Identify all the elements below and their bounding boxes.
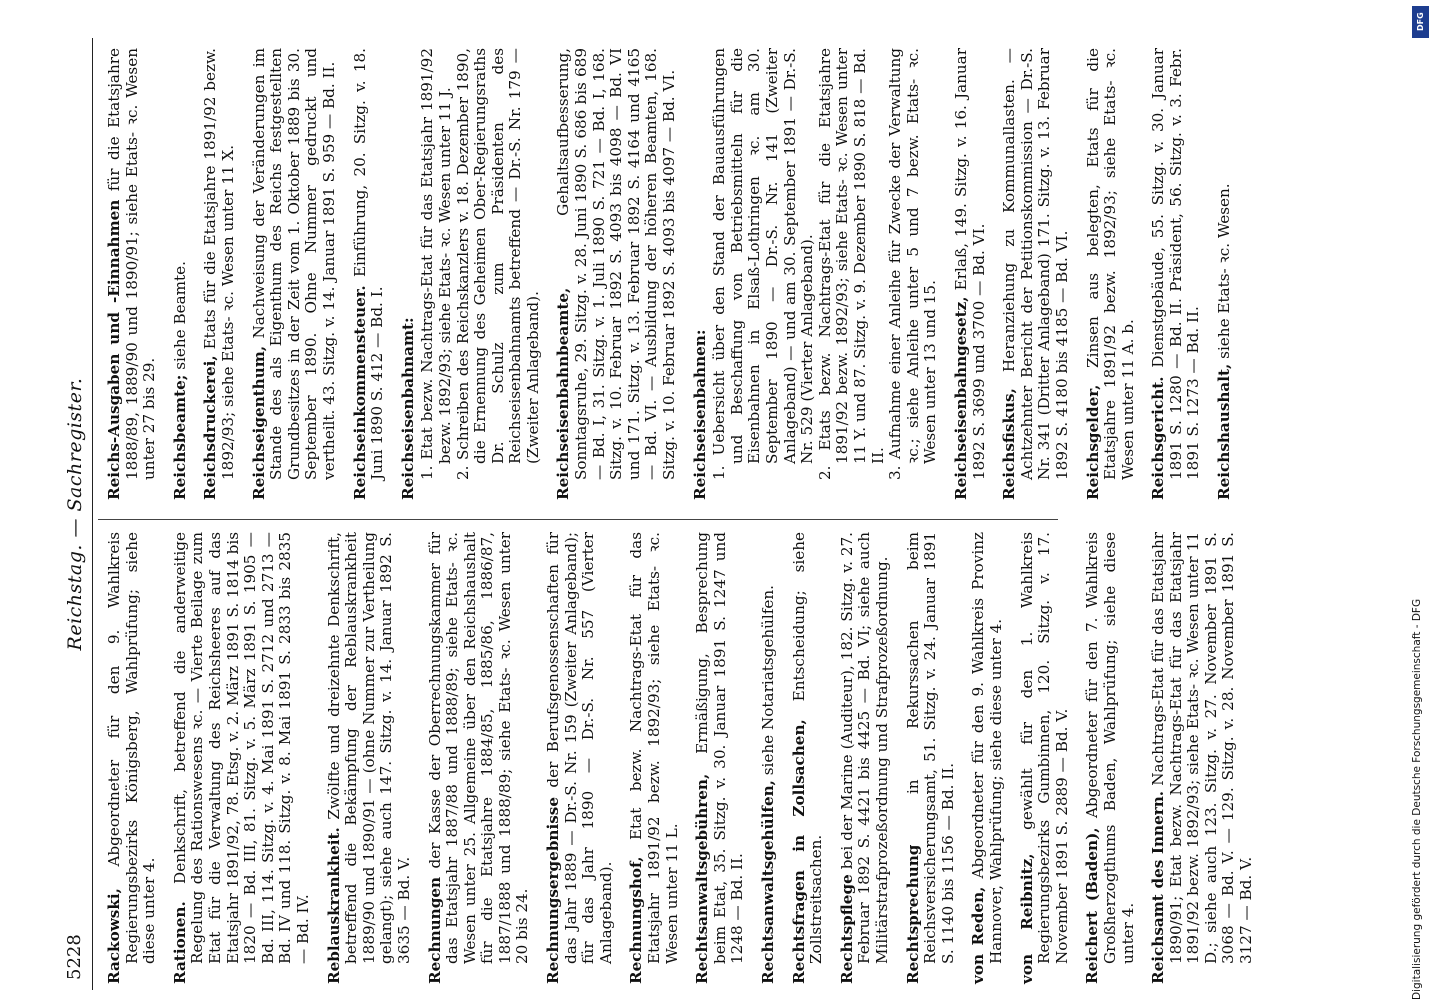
entry-term: Reichs-Ausgaben und -Einnahmen bbox=[105, 199, 123, 500]
index-entry bbox=[628, 532, 681, 984]
entry-term: Rechtsanwaltsgebühren, bbox=[693, 773, 712, 984]
index-entry bbox=[1150, 532, 1256, 984]
entry-term: Reichsbeamte; bbox=[170, 374, 189, 500]
index-entry bbox=[1150, 48, 1203, 500]
entry-term: Reichshaushalt, bbox=[1215, 363, 1234, 500]
index-entry bbox=[791, 532, 826, 984]
entry-text: Dienstgebäude, 55. Sitzg. v. 30. Januar 1891 S. 1280 — Bd. II. Präsident, 56. Sitzg. v. 3. Febr. 1891 S. 1273 — Bd. II. bbox=[1149, 47, 1203, 480]
entry-term: Reichseinkommensteuer. bbox=[350, 285, 369, 500]
entry-text: Gehaltsaufbesserung, Sonntagsruhe, 29. Sitzg. v. 28. Juni 1890 S. 686 bis 689 — Bd. I, 31. Sitzg. v. 1. Juli 1890 S. 721 — Bd. I, 168. Sitzg. v. 10. Februar 1892 S. 4093 bis 4098 — Bd. VI und 171. Sitzg. v. 13. Februar 1892 S. 4164 und 4165 — Bd. VI. — Ausbildung der höheren Beamten, 168. Sitzg. v. 10. Februar 1892 S. 4093 bis 4097 — Bd. VI. bbox=[554, 48, 679, 480]
index-entry bbox=[202, 48, 237, 500]
entry-term: Rechtsfragen in Zollsachen, bbox=[789, 719, 808, 984]
index-entry bbox=[1216, 48, 1234, 500]
index-entry bbox=[760, 532, 778, 984]
entry-text: der Kasse der Oberrechnungskammer für das Etatsjahr 1887/88 und 1888/89; siehe Etats- ꝛc. Wesen unter 25. Allgemeine über den Reichshaushalt für die Etatsjahre 1884/85, 1885/86, 1886/87, 1887/1888 und 1888/89; siehe Etats- ꝛc. Wesen unter 20 bis 24. bbox=[425, 532, 532, 964]
index-entry bbox=[251, 48, 339, 500]
entry-text: siehe Notariatsgehülfen. bbox=[759, 584, 777, 776]
entry-text: Etat bezw. Nachtrags-Etat für das Etatsjahr 1891/92 bezw. 1892/93; siehe Etats- ꝛc. Wesen unter 11 L. bbox=[627, 532, 681, 964]
entry-term: Reichsgericht. bbox=[1149, 376, 1168, 500]
index-entry bbox=[905, 532, 958, 984]
entry-term: Rationen. bbox=[170, 901, 189, 984]
entry-term: Rechnungshof, bbox=[627, 856, 646, 984]
entry-term: Rechnungsergebnisse bbox=[544, 796, 563, 984]
entry-text: Einführung, 20. Sitzg. v. 18. Juni 1890 S. 412 — Bd. I. bbox=[350, 47, 387, 480]
index-entry bbox=[427, 532, 533, 984]
entry-subitem: 2. Schreiben des Reichskanzlers v. 18. Dezember 1890, die Ernennung des Geheimen Ober-Regierungsraths Dr. Schulz zum Präsidenten des Reichseisenbahnamts betreffend — Dr.-S. Nr. 179 — (Zweiter Anlageband). bbox=[453, 48, 542, 480]
entry-term: Reichseisenbahnamt: bbox=[398, 317, 417, 500]
entry-text: siehe Etats- ꝛc. Wesen. bbox=[1215, 183, 1234, 359]
index-entry bbox=[953, 48, 988, 500]
entry-term: Rechtsanwaltsgehülfen, bbox=[759, 780, 777, 984]
dfg-logo: DFG bbox=[1412, 6, 1429, 38]
index-entry bbox=[326, 532, 414, 984]
entry-term: Reichert (Baden), bbox=[1083, 827, 1102, 984]
entry-text: in Rekurssachen beim Reichsversicherungsamt, 51. Sitzg. v. 24. Januar 1891 S. 1140 bis 1156 — Bd. II. bbox=[903, 532, 957, 964]
entry-text: Etats für die Etatsjahre 1891/92 bezw. 1892/93; siehe Etats- ꝛc. Wesen unter 11 X. bbox=[201, 48, 237, 480]
entry-term: Reichsdruckerei, bbox=[201, 355, 220, 500]
index-entry bbox=[839, 532, 892, 984]
right-column bbox=[106, 48, 1247, 500]
entry-text: der Berufsgenossenschaften für das Jahr 1889 — Dr.-S. Nr. 159 (Zweiter Anlageband); für das Jahr 1890 — Dr.-S. Nr. 557 (Vierter Anlageband). bbox=[544, 532, 615, 964]
index-entry bbox=[400, 48, 543, 500]
entry-term: Reichseisenbahngesetz, bbox=[951, 296, 970, 500]
entry-text: Denkschrift, betreffend die anderweitige Regelung des Rationswesens ꝛc. — Vierte Beilage zum Etat für die Verwaltung des Reichsheeres auf das Etatsjahr 1891/92, 78. Etsg. v. 2. März 1891 S. 1814 bis 1820 — Bd. III, 81. Sitzg. v. 5. März 1891 S. 1905 — Bd. III, 114. Sitzg. v. 4. Mai 1891 S. 2712 und 2713 — Bd. IV und 118. Sitzg. v. 8. Mai 1891 S. 2833 bis 2835 — Bd. IV. bbox=[170, 532, 312, 964]
index-entry bbox=[692, 48, 940, 500]
entry-text: bei der Marine (Auditeur), 182. Sitzg. v. 27. Februar 1892 S. 4421 bis 4425 — Bd. VI; siehe auch Militärstrafprozeßordnung und Strafprozeßordnung. bbox=[837, 531, 891, 964]
entry-text: Erlaß, 149. Sitzg. v. 16. Januar 1892 S. 3699 und 3700 — Bd. VI. bbox=[951, 48, 988, 480]
entry-subitem: 2. Etats bezw. Nachtrags-Etat für die Etatsjahre 1891/92 bezw. 1892/93; siehe Etats- ꝛc. Wesen unter 11 Y. und 87. Sitzg. v. 9. Dezember 1890 S. 818 — Bd. II. bbox=[815, 48, 887, 480]
entry-subitem: 1. Uebersicht über den Stand der Bauausführungen und Beschaffung von Betriebsmitteln für die Eisenbahnen in Elsaß-Lothringen ꝛc. am 30. September 1890 — Dr.-S. Nr. 141 (Zweiter Anlageband) — und am 30. September 1891 — Dr.-S. Nr. 529 (Vierter Anlageband). bbox=[710, 48, 817, 480]
index-entry bbox=[172, 48, 190, 500]
index-entry bbox=[1001, 48, 1071, 500]
entry-term: Rechtspflege bbox=[837, 874, 856, 984]
entry-text: siehe Beamte. bbox=[170, 261, 189, 370]
index-entry bbox=[555, 48, 678, 500]
index-entry bbox=[1019, 532, 1072, 984]
entry-text: Nachweisung der Veränderungen im Stande des als Eigenthum des Reichs festgestellten Grundbesitzes in der Zeit vom 1. Oktober 1889 bis 30. September 1890. Ohne Nummer gedruckt und vertheilt. 43. Sitzg. v. 14. Januar 1891 S. 959 — Bd. II. bbox=[249, 48, 338, 480]
entry-sublist bbox=[419, 48, 542, 480]
entry-text: für die Etatsjahre 1888/89, 1889/90 und 1890/91; siehe Etats- ꝛc. Wesen unter 27 bis 29. bbox=[105, 47, 159, 480]
left-column bbox=[106, 532, 1269, 984]
entry-subitem: 1. Etat bezw. Nachtrags-Etat für das Etatsjahr 1891/92 bezw. 1892/93; siehe Etats- ꝛc. Wesen unter 11 J. bbox=[418, 48, 454, 480]
entry-term: von Reibnitz, bbox=[1017, 853, 1036, 984]
entry-sublist bbox=[711, 48, 940, 480]
page-number: 5228 bbox=[64, 934, 85, 980]
entry-term: Reichsgelder, bbox=[1083, 384, 1102, 500]
entry-text: gewählt für den 1. Wahlkreis Regierungsbezirks Gumbinnen, 120. Sitzg. v. 17. November 1891 S. 2889 — Bd. V. bbox=[1017, 531, 1071, 964]
entry-text: Heranziehung zu Kommunallasten. — Achtzehnter Bericht der Petitionskommission — Dr.-S. Nr. 341 (Dritter Anlageband) 171. Sitzg. v. 13. Februar 1892 S. 4180 bis 4185 — Bd. VI. bbox=[1000, 48, 1071, 480]
entry-term: Reblauskrankheit. bbox=[324, 827, 343, 984]
entry-term: Reichseigenthum, bbox=[249, 345, 268, 500]
dfg-watermark: Digitalisierung gefördert durch die Deutsche Forschungsgemeinschaft - DFG bbox=[1411, 598, 1423, 1000]
running-title: Reichstag. — Sachregister. bbox=[64, 377, 86, 651]
entry-text: Nachtrags-Etat für das Etatsjahr 1890/91; Etat bezw. Nachtrags-Etat für das Etatsjahr 1891/92 bezw. 1892/93; siehe Etats- ꝛc. Wesen unter 11 D.; siehe auch 123. Sitzg. v. 27. November 1891 S. 3068 — Bd. V. — 129. Sitzg. v. 28. November 1891 S. 3127 — Bd. V. bbox=[1149, 532, 1256, 964]
entry-text: Abgeordneter für den 9. Wahlkreis Provinz Hannover, Wahlprüfung; siehe diese unter 4. bbox=[969, 531, 1005, 964]
rotated-page bbox=[52, 38, 1382, 990]
entry-subitem: 3. Aufnahme einer Anleihe für Zwecke der Verwaltung ꝛc.; siehe Anleihe unter 5 und 7 bezw. Etats- ꝛc. Wesen unter 13 und 15. bbox=[886, 48, 940, 480]
entry-text: Zwölfte und dreizehnte Denkschrift, betreffend die Bekämpfung der Reblauskrankheit 1889/90 und 1890/91 — (ohne Nummer zur Vertheilung gelangt); siehe auch 147. Sitzg. v. 14. Januar 1892 S. 3635 — Bd. V. bbox=[324, 532, 413, 964]
index-entry bbox=[1084, 532, 1137, 984]
index-entry bbox=[172, 532, 313, 984]
entry-text: Entscheidung; siehe Zollstreitsachen. bbox=[789, 532, 826, 964]
entry-text: Zinsen aus belegten, Etats für die Etatsjahre 1891/92 bezw. 1892/93; siehe Etats- ꝛc. Wesen unter 11 A. b. bbox=[1083, 48, 1137, 480]
entry-term: Reichsfiskus, bbox=[1000, 388, 1019, 500]
index-entry bbox=[970, 532, 1005, 984]
entry-term: Reichseisenbahnen: bbox=[690, 329, 709, 500]
entry-term: Rechtsprechung bbox=[903, 844, 922, 984]
entry-term: von Reden, bbox=[969, 886, 988, 984]
index-entry bbox=[1085, 48, 1138, 500]
entry-text: Ermäßigung, Besprechung beim Etat, 35. Sitzg. v. 30. Januar 1891 S. 1247 und 1248 — Bd. II. bbox=[693, 531, 747, 964]
entry-text: Abgeordneter für den 9. Wahlkreis Regierungsbezirks Königsberg, Wahlprüfung; siehe diese unter 4. bbox=[105, 531, 159, 964]
page-header bbox=[52, 38, 93, 990]
index-entry bbox=[106, 48, 159, 500]
index-entry bbox=[352, 48, 387, 500]
entry-term: Reichseisenbahnbeamte, bbox=[554, 287, 573, 500]
entry-term: Rackowski, bbox=[105, 888, 123, 984]
entry-text: Abgeordneter für den 7. Wahlkreis Großherzogthums Baden, Wahlprüfung; siehe diese unter 4. bbox=[1083, 531, 1137, 964]
index-entry bbox=[106, 532, 159, 984]
index-entry bbox=[545, 532, 615, 984]
entry-term: Reichsamt des Innern. bbox=[1149, 790, 1168, 984]
entry-term: Rechnungen bbox=[425, 876, 444, 984]
index-entry bbox=[694, 532, 747, 984]
column-divider bbox=[98, 519, 1058, 520]
